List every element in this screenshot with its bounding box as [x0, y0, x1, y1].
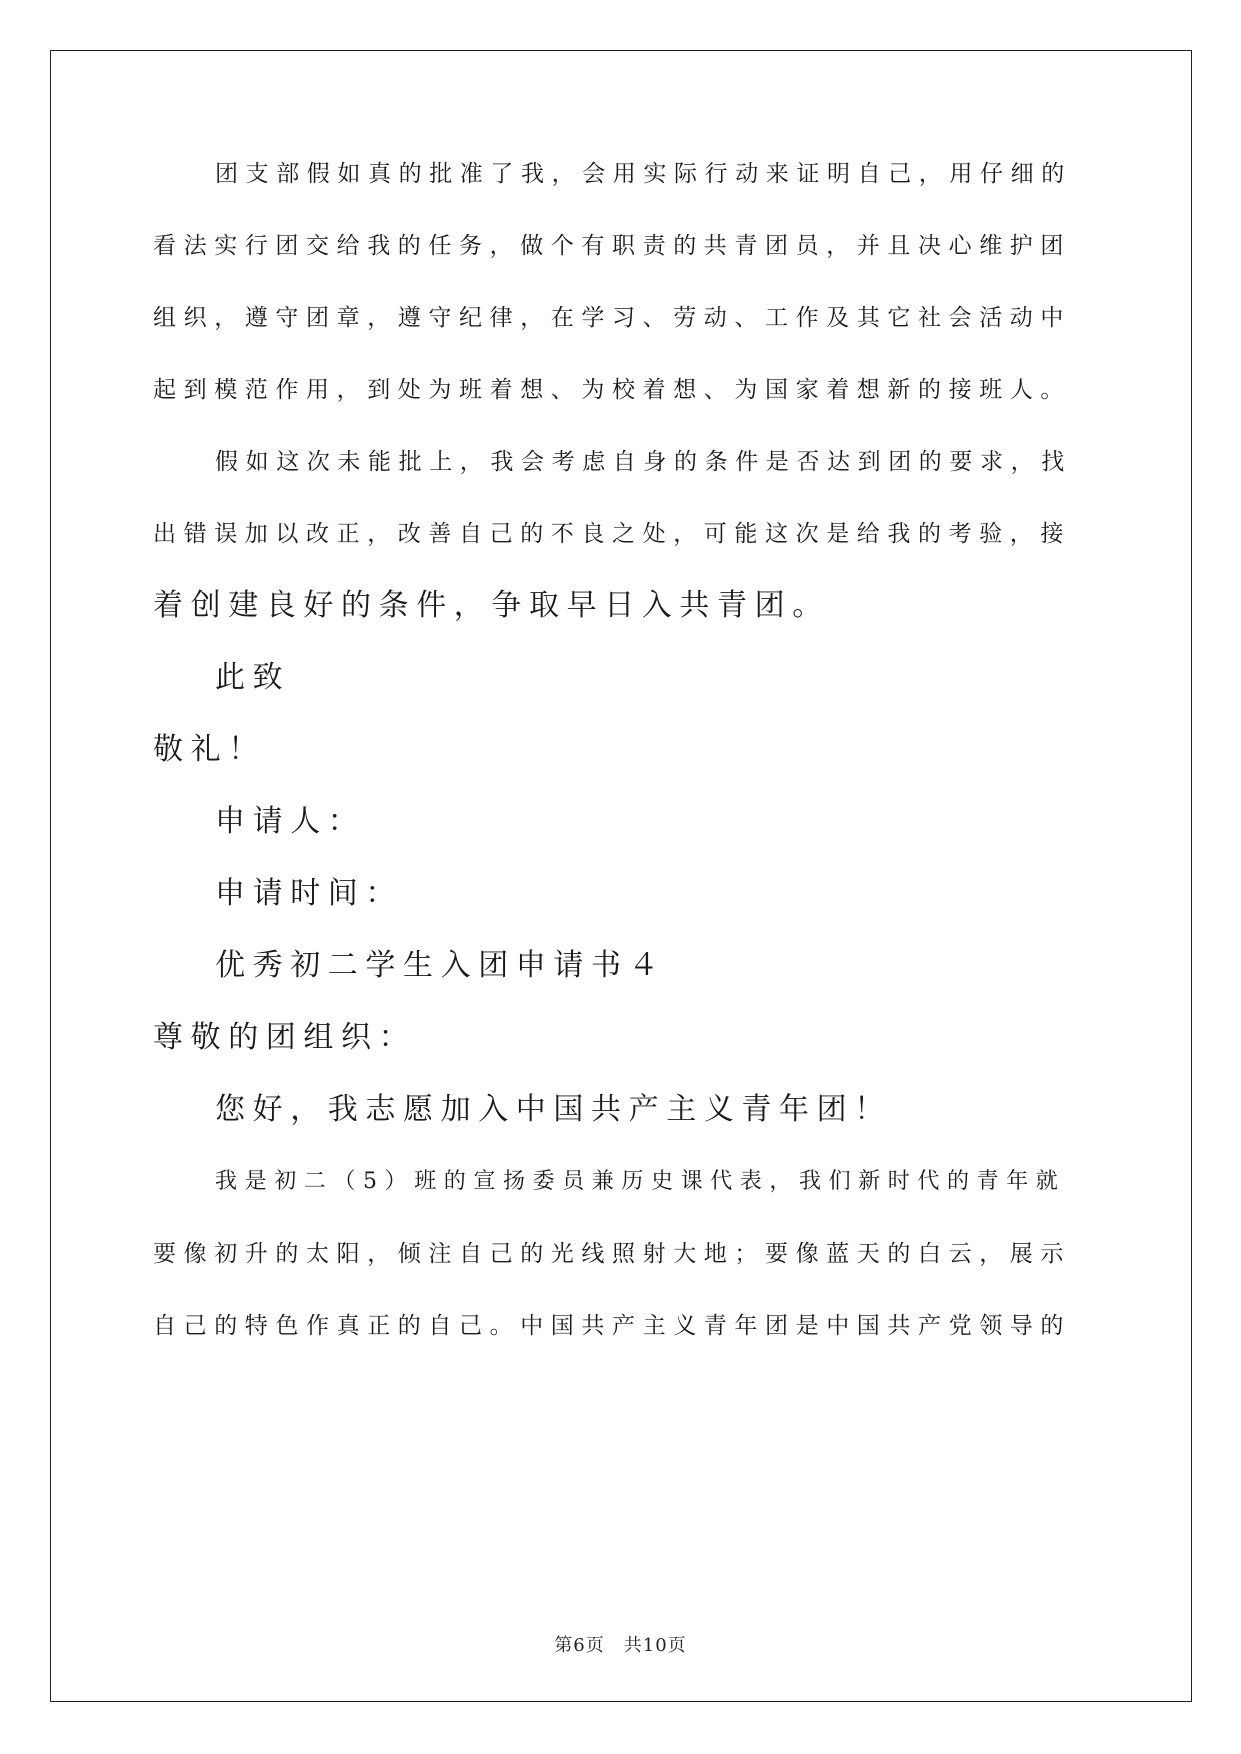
- text-line: 自己的特色作真正的自己。中国共产主义青年团是中国共产党领导的: [153, 1313, 1071, 1339]
- greeting-line: 尊敬的团组织：: [153, 1020, 417, 1055]
- section-title: 优秀初二学生入团申请书４: [215, 948, 667, 983]
- application-date-label: 申请时间：: [215, 876, 403, 911]
- text-line: 着创建良好的条件，争取早日入共青团。: [153, 588, 830, 623]
- text-line: 组织，遵守团章，遵守纪律，在学习、劳动、工作及其它社会活动中: [153, 305, 1071, 331]
- text-line: 看法实行团交给我的任务，做个有职责的共青团员，并且决心维护团: [153, 233, 1071, 259]
- closing-line: 此致: [215, 660, 291, 695]
- page-footer: 第6页 共10页: [554, 1635, 687, 1656]
- text-line: 您好，我志愿加入中国共产主义青年团！: [215, 1092, 892, 1127]
- text-line: 团支部假如真的批准了我，会用实际行动来证明自己，用仔细的: [215, 161, 1072, 187]
- applicant-label: 申请人：: [215, 804, 366, 839]
- text-line: 要像初升的太阳，倾注自己的光线照射大地；要像蓝天的白云，展示: [153, 1241, 1071, 1267]
- text-line: 起到模范作用，到处为班着想、为校着想、为国家着想新的接班人。: [153, 377, 1071, 403]
- regards-line: 敬礼！: [153, 732, 266, 767]
- text-line: 出错误加以改正，改善自己的不良之处，可能这次是给我的考验，接: [153, 521, 1071, 547]
- text-line: 我是初二（5）班的宣扬委员兼历史课代表，我们新时代的青年就: [215, 1169, 1066, 1194]
- text-line: 假如这次未能批上，我会考虑自身的条件是否达到团的要求，找: [215, 449, 1072, 475]
